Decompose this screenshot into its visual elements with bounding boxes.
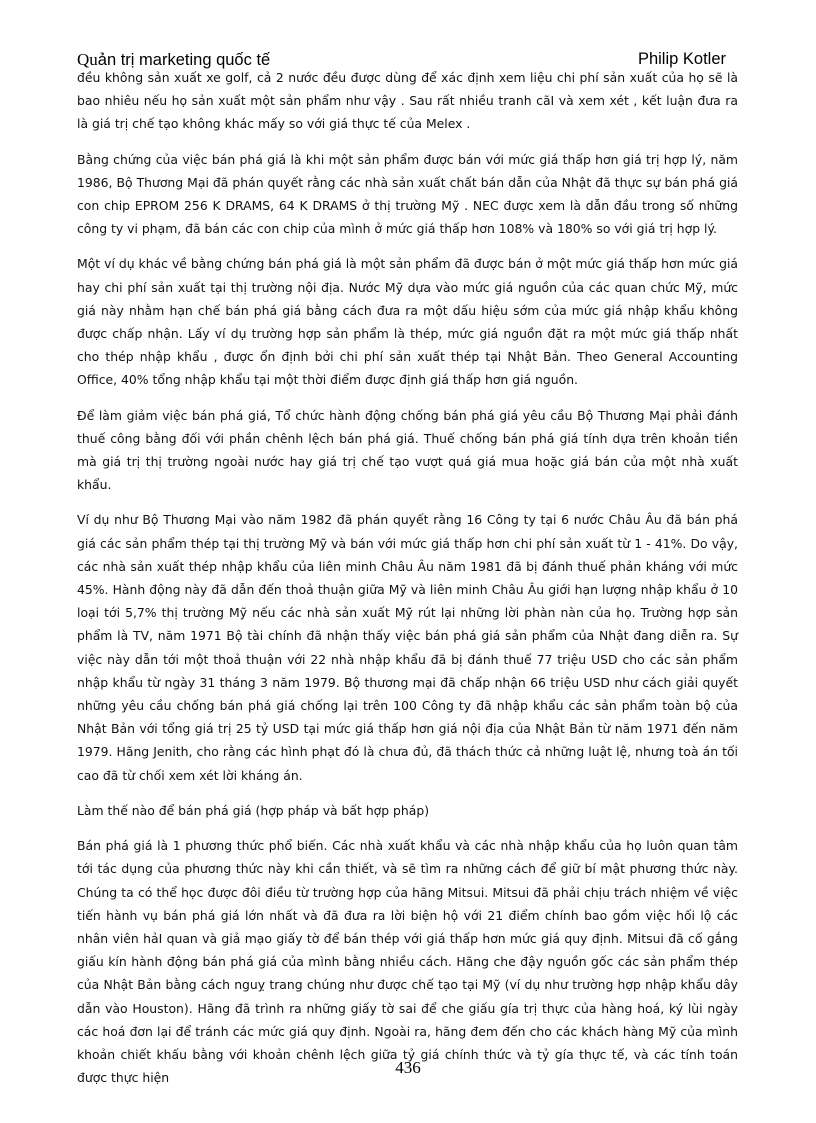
section-heading: Làm thế nào để bán phá giá (hợp pháp và bất hợp pháp) <box>77 802 430 818</box>
header-title-first: Qu <box>77 50 98 69</box>
header-author: Philip Kotler <box>637 50 726 68</box>
paragraph-4: Để làm giảm việc bán phá giá, Tổ chức hành động chống bán phá giá yêu cầu Bộ Thương Mại phải đánh thuế công bằng đối với phần chênh lệch bán phá giá. Thuế chống bán phá giá tính dựa trên khoản tiền mà giá trị thị trường ngoài nước hay giá trị chế tạo vượt quá giá mua hoặc giá bán của một nhà xuất khẩu. <box>77 407 738 493</box>
body-text <box>77 66 738 1101</box>
paragraph-3: Một ví dụ khác về bằng chứng bán phá giá là một sản phẩm đã được bán ở một mức giá thấp hơn mức giá hay chi phí sản xuất tại thị trường nội địa. Nước Mỹ dựa vào mức giá nguồn của các quan chức Mỹ, mức giá này nhằm hạn chế bán phá giá bằng cách đưa ra một dấu hiệu sớm của mức giá nhập khẩu không được chấp nhận. Lấy ví dụ trường hợp sản phẩm là thép, mức giá nguồn đặt ra một mức giá thấp nhất cho thép nhập khẩu , được ổn định bởi chi phí sản xuất thép tại Nhật Bản. Theo General Accounting Office, 40% tổng nhập khẩu tại một thời điểm được định giá thấp hơn giá nguồn. <box>77 256 738 388</box>
header-title-rest: ản trị marketing quốc tế <box>97 51 271 69</box>
page-number: 436 <box>395 1058 421 1077</box>
paragraph-2: Bằng chứng của việc bán phá giá là khi một sản phẩm được bán với mức giá thấp hơn giá trị hợp lý, năm 1986, Bộ Thương Mại đã phán quyết rằng các nhà sản xuất chất bán dẫn của Nhật đã thực sự bán phá giá con chip EPROM 256 K DRAMS, 64 K DRAMS ở thị trường Mỹ . NEC được xem là dẫn đầu trong số những công ty vi phạm, đã bán các con chip của mình ở mức giá thấp hơn 108% và 180% so với giá trị hợp lý. <box>77 151 738 237</box>
paragraph-1: đều không sản xuất xe golf, cả 2 nước đều được dùng để xác định xem liệu chi phí sản xuất của họ sẽ là bao nhiêu nếu họ sản xuất một sản phẩm như vậy . Sau rất nhiều tranh cãI và xem xét , kết luận đưa ra là giá trị chế tạo không khác mấy so với giá thực tế của Melex . <box>77 70 738 132</box>
paragraph-6: Bán phá giá là 1 phương thức phổ biến. Các nhà xuất khẩu và các nhà nhập khẩu của họ luôn quan tâm tới tác dụng của phương thức này khi cần thiết, và sẽ tìm ra những cách để giữ bí mật phương thức này. Chúng ta có thể học được đôi điều từ trường hợp của hãng Mitsui. Mitsui đã phải chịu trách nhiệm về việc tiến hành vụ bán phá giá lớn nhất và đã đưa ra lời biện hộ với 21 điểm chính bao gồm việc hối lộ các nhân viên hảI quan và giả mạo giấy tờ để bán thép với giá thấp hơn mức giá quy định. Mitsui đã cố gắng giấu kín hành động bán phá giá của mình bằng nhiều cách. Hãng che đậy nguồn gốc các sản phẩm thép của Nhật Bản bằng cách nguỵ trang chúng như được chế tạo tại Mỹ (ví dụ như trường hợp nhập khẩu dây dẫn vào Houston). Hãng đã trình ra những giấy tờ sai để che giấu gía trị thực của hàng hoá, ký lùi ngày các hoá đơn lại để tránh các mức giá quy định. Ngoài ra, hãng đem đến cho các khách hàng Mỹ của mình khoản chiết khấu bằng với khoản chênh lệch giữa tỷ giá chính thức và tỷ gía thực tế, và các tính toán được thực hiện <box>77 838 738 1086</box>
paragraph-5: Ví dụ như Bộ Thương Mại vào năm 1982 đã phán quyết rằng 16 Công ty tại 6 nước Châu Âu đã bán phá giá các sản phẩm thép tại thị trường Mỹ và bán với mức giá thấp hơn chi phí sản xuất từ 1 - 41%. Do vậy, các nhà sản xuất thép nhập khẩu của liên minh Châu Âu năm 1981 đã bị đánh thuế phản kháng với mức 45%. Hành động này đã dẫn đến thoả thuận giữa Mỹ và liên minh Châu Âu giới hạn lượng nhập khẩu ở 10 loại tới 5,7% thị trường Mỹ nếu các nhà sản xuất Mỹ rút lại những lời phàn nàn của họ. Trường hợp sản phẩm là TV, năm 1971 Bộ tài chính đã nhận thấy việc bán phá giá sản phẩm của Nhật đang diễn ra. Sự việc này dẫn tới một thoả thuận với 22 nhà nhập khẩu đã bị đánh thuế 77 triệu USD cho các sản phẩm nhập khẩu từ ngày 31 tháng 3 năm 1979. Bộ thương mại đã chấp nhận 66 triệu USD như cách giải quyết những yêu cầu chống bán phá giá chống lại trên 100 Công ty đã nhập khẩu các sản phẩm toàn bộ của Nhật Bản với tổng giá trị 25 tỷ USD tại mức giá thấp hơn giá nội địa của Nhật Bản từ năm 1971 đến năm 1979. Hãng Jenith, cho rằng các hình phạt đó là chưa đủ, đã thách thức cả những luật lệ, nhưng toà án tối cao đã từ chối xem xét lời kháng án. <box>77 512 738 783</box>
